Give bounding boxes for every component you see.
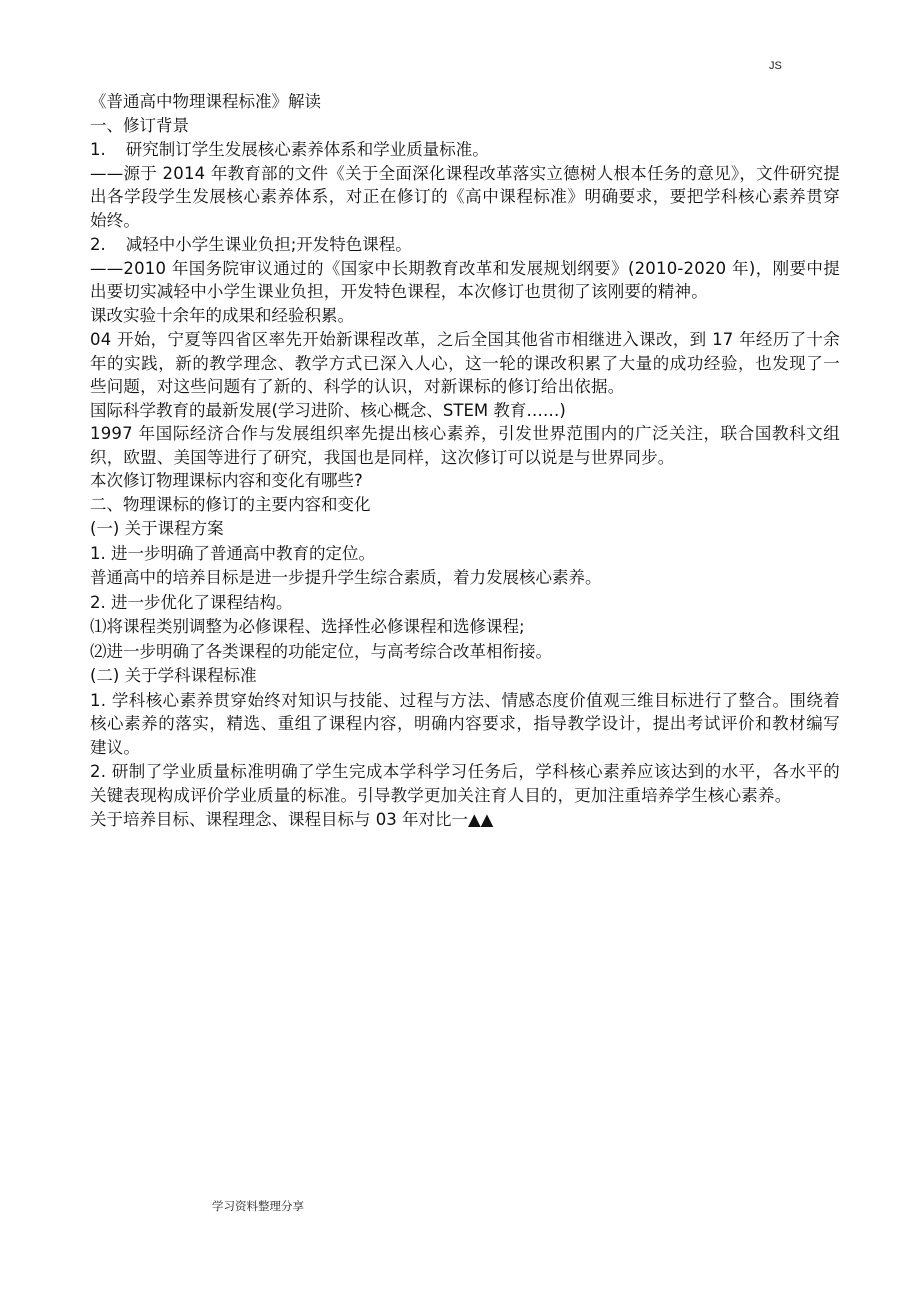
section-heading-2: 二、物理课标的修订的主要内容和变化 (90, 494, 371, 514)
list-item-1-detail: ——源于 2014 年教育部的文件《关于全面深化课程改革落实立德树人根本任务的意见》，文件研究提出各学段学生发展核心素养体系，对正在修订的《高中课程标准》明确要求，要把学科核心素养贯穿始终。 (90, 163, 840, 230)
list-item-2 (90, 233, 840, 257)
list-item-3-detail: 04 开始，宁夏等四省区率先开始新课程改革，之后全国其他省市相继进入课改，到 17 年经历了十余年的实践，新的教学理念、教学方式已深入人心，这一轮的课改积累了大量的成功经验，也发现了一些问题，对这些问题有了新的、科学的认识，对新课标的修订给出依据。 (90, 330, 840, 396)
list-item-2-text: 减轻中小学生课业负担;开发特色课程。 (125, 235, 412, 254)
subsection-1-item-2-a: ⑴将课程类别调整为必修课程、选择性必修课程和选修课程; (90, 617, 525, 636)
section-heading-1: 一、修订背景 (90, 115, 189, 135)
list-item-3: 课改实验十余年的成果和经验积累。 (90, 305, 354, 325)
footer-text: 学习资料整理分享 (212, 1199, 304, 1213)
header-mark: JS (769, 60, 782, 72)
document-title: 《普通高中物理课程标准》解读 (90, 92, 321, 111)
subsection-1-item-1: 1. 进一步明确了普通高中教育的定位。 (90, 543, 375, 563)
subsection-1-item-2: 2. 进一步优化了课程结构。 (90, 592, 293, 612)
subsection-1-item-1-detail: 普通高中的培养目标是进一步提升学生综合素质，着力发展核心素养。 (90, 568, 602, 587)
subsection-2-item-2: 2. 研制了学业质量标准明确了学生完成本学科学习任务后，学科核心素养应该达到的水平，各水平的关键表现构成评价学业质量的标准。引导教学更加关注育人目的，更加注重培养学生核心素养。 (90, 762, 840, 805)
document-body (90, 90, 840, 832)
subsection-heading-1: (一) 关于课程方案 (90, 519, 224, 538)
subsection-1-item-2-b: ⑵进一步明确了各类课程的功能定位，与高考综合改革相衔接。 (90, 641, 552, 661)
subsection-2-item-1: 1. 学科核心素养贯穿始终对知识与技能、过程与方法、情感态度价值观三维目标进行了整合。围绕着核心素养的落实，精选、重组了课程内容，明确内容要求，指导教学设计，提出考试评价和教材编写建议。 (90, 690, 840, 757)
list-item-2-detail: ——2010 年国务院审议通过的《国家中长期教育改革和发展规划纲要》(2010-2020 年)，刚要中提出要切实减轻中小学生课业负担，开发特色课程，本次修订也贯彻了该刚要的精神。 (90, 258, 840, 301)
subsection-heading-2: (二) 关于学科课程标准 (90, 666, 257, 685)
list-item-1-text: 研究制订学生发展核心素养体系和学业质量标准。 (125, 140, 489, 159)
closing-line: 关于培养目标、课程理念、课程目标与 03 年对比一▲▲ (90, 810, 494, 829)
list-item-1-number: 1. (90, 140, 106, 159)
list-item-2-number: 2. (90, 235, 106, 254)
list-item-1 (90, 138, 840, 162)
question-line: 本次修订物理课标内容和变化有哪些? (90, 471, 363, 490)
list-item-4: 国际科学教育的最新发展(学习进阶、核心概念、STEM 教育……) (90, 400, 566, 420)
list-item-4-detail: 1997 年国际经济合作与发展组织率先提出核心素养，引发世界范围内的广泛关注，联合国教科文组织，欧盟、美国等进行了研究，我国也是同样，这次修订可以说是与世界同步。 (90, 424, 840, 467)
